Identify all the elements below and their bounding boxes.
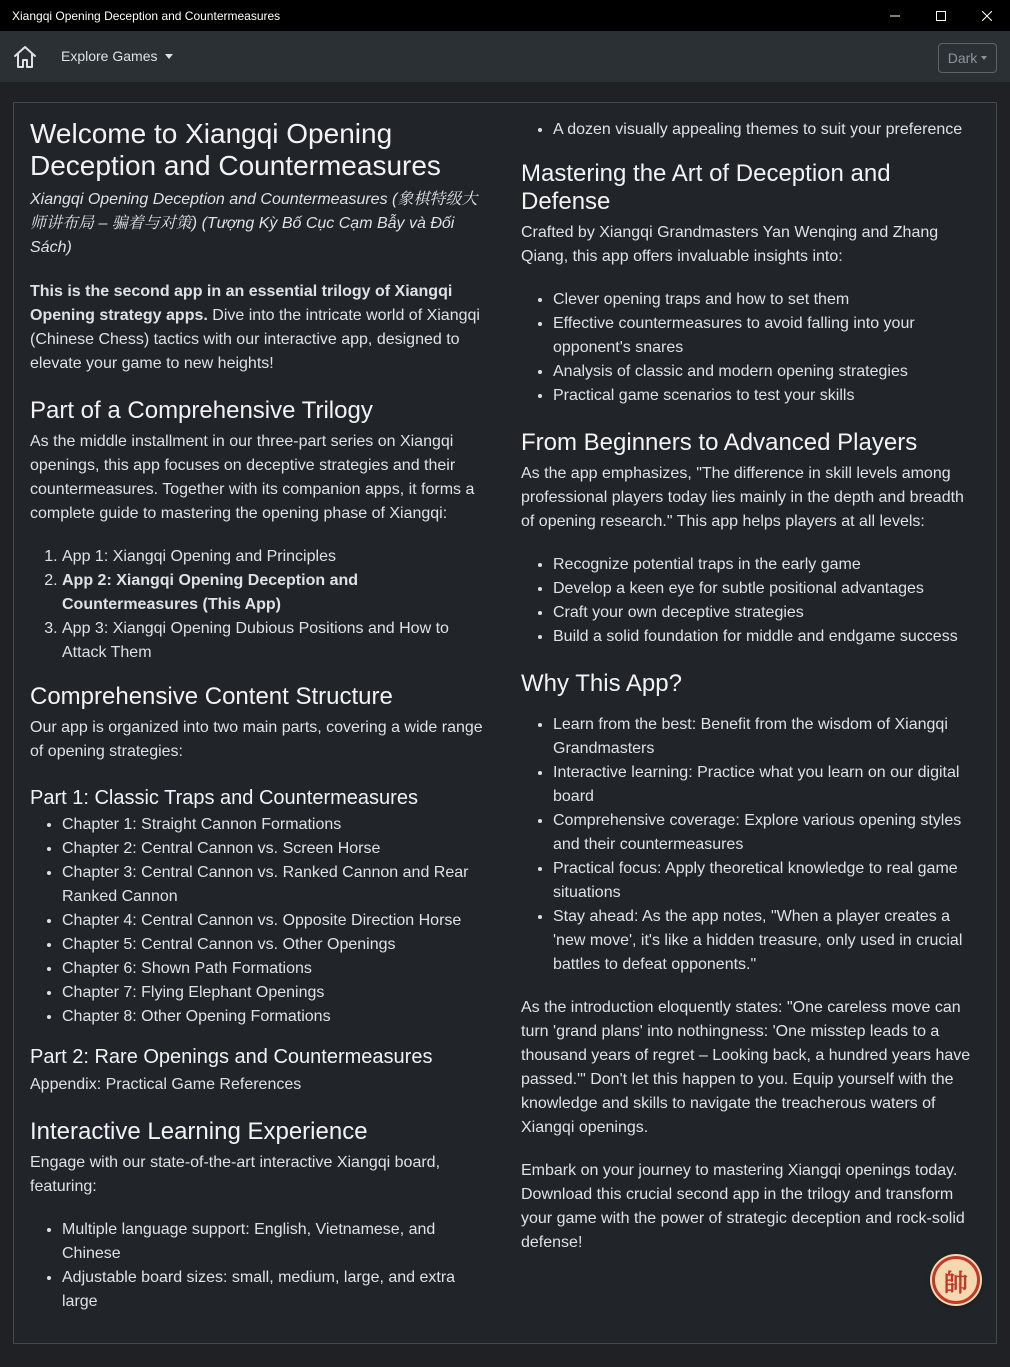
list-item: • Stay ahead: As the app notes, "When a player creates a 'new move', it's like a hidden treasure, only used in crucial battles to defeat opponents.": [553, 905, 977, 977]
left-column: [30, 118, 490, 1314]
theme-label: Dark: [947, 50, 978, 66]
levels-list: [521, 553, 977, 649]
levels-heading: From Beginners to Advanced Players: [521, 429, 918, 456]
intro-bold: This is the second app in an essential trilogy of Xiangqi Opening strategy apps.: [30, 283, 453, 324]
theme-dropdown[interactable]: [938, 43, 997, 73]
list-item: • Clever opening traps and how to set them: [553, 288, 977, 312]
chevron-down-icon: [165, 54, 173, 59]
closing-paragraph: Embark on your journey to mastering Xiangqi openings today. Download this crucial second app in the trilogy and transform your game with the power of strategic deception and rock-solid defense!: [521, 1162, 965, 1251]
list-item: • Chapter 2: Central Cannon vs. Screen Horse: [62, 837, 490, 861]
mastering-heading: Mastering the Art of Deception and Defense: [521, 160, 891, 215]
list-item: • Learn from the best: Benefit from the wisdom of Xiangqi Grandmasters: [553, 713, 977, 761]
list-item: • Comprehensive coverage: Explore various opening styles and their countermeasures: [553, 809, 977, 857]
list-item: • Chapter 7: Flying Elephant Openings: [62, 981, 490, 1005]
list-item: • Recognize potential traps in the early game: [553, 553, 977, 577]
appendix-text: Appendix: Practical Game References: [30, 1076, 302, 1093]
list-item: • Practical focus: Apply theoretical knowledge to real game situations: [553, 857, 977, 905]
list-item: • A dozen visually appealing themes to suit your preference: [553, 118, 977, 142]
trilogy-text: As the middle installment in our three-part series on Xiangqi openings, this app focuses on deceptive strategies and their countermeasures. Together with its companion apps, it forms a complete guide to mastering the opening phase of Xiangqi:: [30, 433, 475, 522]
title-bar: [0, 0, 1010, 32]
themes-list: [521, 118, 977, 142]
list-item: • Practical game scenarios to test your skills: [553, 384, 977, 408]
part2-heading: Part 2: Rare Openings and Countermeasures: [30, 1046, 433, 1068]
part1-list: [30, 813, 490, 1029]
list-item: • Analysis of classic and modern opening strategies: [553, 360, 977, 384]
levels-text: As the app emphasizes, "The difference in skill levels among professional players today lies mainly in the depth and breadth of opening research." This app helps players at all levels:: [521, 465, 964, 530]
list-item: • Multiple language support: English, Vietnamese, and Chinese: [62, 1218, 490, 1266]
trilogy-heading: Part of a Comprehensive Trilogy: [30, 397, 373, 424]
minimize-icon: [890, 11, 900, 21]
list-item: • Adjustable board sizes: small, medium, large, and extra large: [62, 1266, 490, 1314]
navbar: [0, 32, 1010, 82]
minimize-button[interactable]: [872, 0, 918, 32]
list-item: • Effective countermeasures to avoid falling into your opponent's snares: [553, 312, 977, 360]
list-item: • Chapter 8: Other Opening Formations: [62, 1005, 490, 1029]
list-item: • Chapter 5: Central Cannon vs. Other Openings: [62, 933, 490, 957]
interactive-list: [30, 1218, 490, 1314]
close-icon: [982, 11, 992, 21]
structure-text: Our app is organized into two main parts, covering a wide range of opening strategies:: [30, 719, 483, 760]
intro-text: Dive into the intricate world of Xiangqi (Chinese Chess) tactics with our interactive app, designed to elevate your game to new heights!: [30, 307, 480, 372]
quote-paragraph: As the introduction eloquently states: "One careless move can turn 'grand plans' into nothingness: 'One misstep leads to a thousand years of regret – Looking back, a hundred years have passed.'" Don't let this happen to you. Equip yourself with the knowledge and skills to navigate the treacherous waters of Xiangqi openings.: [521, 999, 971, 1136]
page-title: Welcome to Xiangqi Opening Deception and Countermeasures: [30, 118, 441, 181]
close-button[interactable]: [964, 0, 1010, 32]
list-item: • Craft your own deceptive strategies: [553, 601, 977, 625]
general-piece-icon: 帥: [944, 1268, 968, 1297]
list-item: • Develop a keen eye for subtle positional advantages: [553, 577, 977, 601]
explore-games-label: Explore Games: [61, 48, 158, 64]
interactive-text: Engage with our state-of-the-art interactive Xiangqi board, featuring:: [30, 1154, 441, 1195]
part1-heading: Part 1: Classic Traps and Countermeasures: [30, 787, 418, 809]
list-item: • Chapter 6: Shown Path Formations: [62, 957, 490, 981]
mastering-list: [521, 288, 977, 408]
list-item: 3. App 3: Xiangqi Opening Dubious Positions and How to Attack Them: [62, 617, 490, 665]
general-piece-button[interactable]: [932, 1256, 980, 1304]
explore-games-dropdown[interactable]: [61, 48, 173, 64]
list-item: 1. App 1: Xiangqi Opening and Principles: [62, 545, 490, 569]
list-item: [62, 569, 490, 617]
list-item: • Chapter 4: Central Cannon vs. Opposite Direction Horse: [62, 909, 490, 933]
home-icon: [12, 44, 38, 70]
interactive-heading: Interactive Learning Experience: [30, 1118, 368, 1145]
list-item: • Interactive learning: Practice what you learn on our digital board: [553, 761, 977, 809]
mastering-text: Crafted by Xiangqi Grandmasters Yan Wenqing and Zhang Qiang, this app offers invaluable insights into:: [521, 224, 939, 265]
list-item: • Chapter 1: Straight Cannon Formations: [62, 813, 490, 837]
maximize-icon: [936, 11, 946, 21]
current-app-label: App 2: Xiangqi Opening Deception and Countermeasures (This App): [62, 572, 359, 613]
list-item: • Build a solid foundation for middle and endgame success: [553, 625, 977, 649]
intro-paragraph: [30, 280, 490, 376]
maximize-button[interactable]: [918, 0, 964, 32]
home-button[interactable]: [12, 44, 38, 70]
why-list: [521, 713, 977, 977]
trilogy-list: [30, 545, 490, 665]
window-title: Xiangqi Opening Deception and Countermeasures: [12, 8, 281, 23]
list-item: • Chapter 3: Central Cannon vs. Ranked Cannon and Rear Ranked Cannon: [62, 861, 490, 909]
why-heading: Why This App?: [521, 670, 682, 697]
right-column: [521, 118, 977, 1255]
chevron-down-icon: [981, 56, 987, 60]
structure-heading: Comprehensive Content Structure: [30, 683, 393, 710]
subtitle: Xiangqi Opening Deception and Countermeasures (象棋特级大师讲布局 – 骗着与对策) (Tượng Kỳ Bố Cục Cạm Bẫy và Đối Sách): [30, 191, 478, 256]
